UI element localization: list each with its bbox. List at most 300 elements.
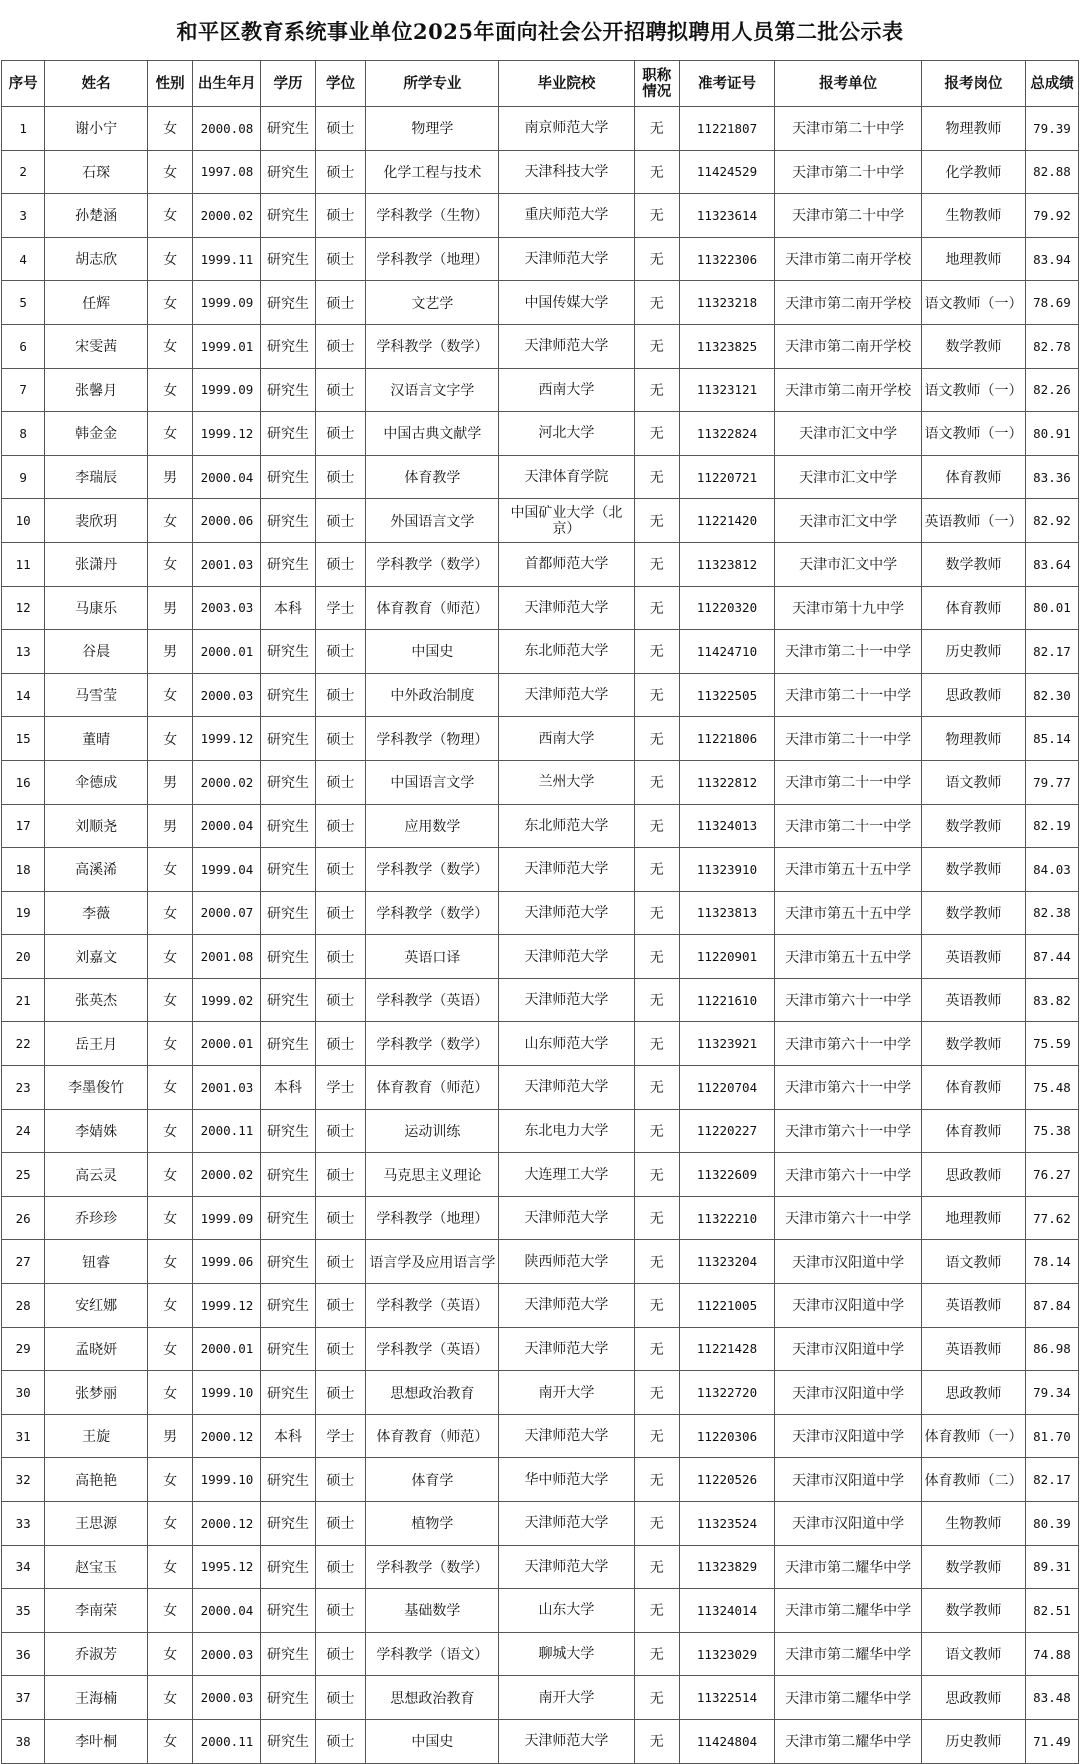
col-index-cell: 27 <box>2 1240 45 1284</box>
col-school-cell: 天津科技大学 <box>499 150 634 194</box>
table-row <box>2 1240 1079 1284</box>
col-major-cell: 学科教学（数学） <box>366 891 499 935</box>
col-position-cell: 数学教师 <box>922 848 1026 892</box>
col-score-cell: 82.17 <box>1025 630 1078 674</box>
col-index-cell: 25 <box>2 1153 45 1197</box>
col-birth-cell: 2000.01 <box>193 630 261 674</box>
col-school-cell: 天津师范大学 <box>499 978 634 1022</box>
col-degree-cell: 硕士 <box>315 673 366 717</box>
col-school-cell: 西南大学 <box>499 368 634 412</box>
col-degree-cell: 硕士 <box>315 978 366 1022</box>
col-birth-cell: 2000.03 <box>193 1632 261 1676</box>
col-title-cell: 无 <box>634 717 679 761</box>
col-title-cell: 无 <box>634 1022 679 1066</box>
col-unit-cell: 天津市汇文中学 <box>775 455 922 499</box>
col-major-cell: 学科教学（英语） <box>366 1284 499 1328</box>
col-title-cell: 无 <box>634 1371 679 1415</box>
col-score-cell: 74.88 <box>1025 1632 1078 1676</box>
col-name-cell: 马康乐 <box>45 586 148 630</box>
col-degree-cell: 硕士 <box>315 1676 366 1720</box>
col-education-cell: 研究生 <box>261 281 315 325</box>
col-major-cell: 体育教育（师范） <box>366 1414 499 1458</box>
col-score-cell: 82.19 <box>1025 804 1078 848</box>
col-major-cell: 应用数学 <box>366 804 499 848</box>
col-gender-cell: 女 <box>147 150 192 194</box>
col-position-cell: 生物教师 <box>922 194 1026 238</box>
col-score-cell: 84.03 <box>1025 848 1078 892</box>
col-degree-cell: 硕士 <box>315 150 366 194</box>
col-position-cell: 语文教师（一） <box>922 281 1026 325</box>
col-gender-cell: 女 <box>147 324 192 368</box>
table-row <box>2 107 1079 151</box>
col-major-cell: 体育教育（师范） <box>366 1066 499 1110</box>
col-score-cell: 71.49 <box>1025 1719 1078 1763</box>
col-exam-id-cell: 11322514 <box>679 1676 774 1720</box>
col-unit-cell: 天津市第六十一中学 <box>775 1109 922 1153</box>
col-education-cell: 研究生 <box>261 848 315 892</box>
col-unit-cell: 天津市第五十五中学 <box>775 848 922 892</box>
col-gender-cell: 女 <box>147 978 192 1022</box>
col-school-cell: 天津师范大学 <box>499 1719 634 1763</box>
col-degree-cell: 学士 <box>315 1066 366 1110</box>
col-title-cell: 无 <box>634 760 679 804</box>
col-exam-id-cell: 11323204 <box>679 1240 774 1284</box>
col-major-cell: 学科教学（物理） <box>366 717 499 761</box>
table-row <box>2 1632 1079 1676</box>
col-title-cell: 无 <box>634 804 679 848</box>
col-gender-cell: 女 <box>147 237 192 281</box>
col-major-cell: 学科教学（生物） <box>366 194 499 238</box>
col-index-cell: 33 <box>2 1502 45 1546</box>
recruitment-table <box>1 60 1079 1764</box>
col-score-cell: 82.78 <box>1025 324 1078 368</box>
col-title-cell: 无 <box>634 499 679 543</box>
col-position-cell: 语文教师 <box>922 760 1026 804</box>
col-unit-cell: 天津市第二十一中学 <box>775 717 922 761</box>
col-education-cell: 研究生 <box>261 368 315 412</box>
table-row <box>2 1196 1079 1240</box>
col-exam-id-cell: 11221428 <box>679 1327 774 1371</box>
col-name-cell: 张梦丽 <box>45 1371 148 1415</box>
col-school-header: 毕业院校 <box>499 61 634 107</box>
table-row <box>2 1153 1079 1197</box>
col-score-cell: 82.92 <box>1025 499 1078 543</box>
col-score-cell: 81.70 <box>1025 1414 1078 1458</box>
col-major-cell: 运动训练 <box>366 1109 499 1153</box>
col-unit-cell: 天津市汇文中学 <box>775 412 922 456</box>
table-row <box>2 455 1079 499</box>
col-position-cell: 思政教师 <box>922 673 1026 717</box>
col-index-cell: 15 <box>2 717 45 761</box>
col-degree-header: 学位 <box>315 61 366 107</box>
col-score-cell: 87.44 <box>1025 935 1078 979</box>
col-position-cell: 语文教师 <box>922 1632 1026 1676</box>
col-degree-cell: 硕士 <box>315 1284 366 1328</box>
col-title-cell: 无 <box>634 237 679 281</box>
col-major-cell: 学科教学（地理） <box>366 1196 499 1240</box>
col-major-cell: 化学工程与技术 <box>366 150 499 194</box>
col-education-cell: 研究生 <box>261 1327 315 1371</box>
col-birth-cell: 2001.03 <box>193 1066 261 1110</box>
col-name-cell: 高云灵 <box>45 1153 148 1197</box>
col-exam-id-cell: 11424804 <box>679 1719 774 1763</box>
col-index-cell: 38 <box>2 1719 45 1763</box>
col-gender-cell: 女 <box>147 1676 192 1720</box>
col-position-cell: 数学教师 <box>922 1589 1026 1633</box>
col-school-cell: 陕西师范大学 <box>499 1240 634 1284</box>
col-unit-cell: 天津市第二十中学 <box>775 150 922 194</box>
col-position-cell: 地理教师 <box>922 237 1026 281</box>
col-index-cell: 16 <box>2 760 45 804</box>
col-position-cell: 体育教师 <box>922 586 1026 630</box>
col-degree-cell: 硕士 <box>315 455 366 499</box>
col-birth-cell: 2000.01 <box>193 1327 261 1371</box>
col-degree-cell: 硕士 <box>315 412 366 456</box>
col-score-cell: 82.38 <box>1025 891 1078 935</box>
table-row <box>2 412 1079 456</box>
page-title: 和平区教育系统事业单位2025年面向社会公开招聘拟聘用人员第二批公示表 <box>176 19 904 44</box>
col-title-cell: 无 <box>634 1196 679 1240</box>
col-index-cell: 1 <box>2 107 45 151</box>
col-degree-cell: 硕士 <box>315 324 366 368</box>
col-title-cell: 无 <box>634 1502 679 1546</box>
col-degree-cell: 硕士 <box>315 891 366 935</box>
col-name-cell: 王旋 <box>45 1414 148 1458</box>
col-index-cell: 37 <box>2 1676 45 1720</box>
col-education-cell: 研究生 <box>261 150 315 194</box>
col-gender-cell: 女 <box>147 1153 192 1197</box>
table-row <box>2 891 1079 935</box>
col-score-cell: 85.14 <box>1025 717 1078 761</box>
table-row <box>2 1109 1079 1153</box>
col-education-cell: 研究生 <box>261 1502 315 1546</box>
col-position-cell: 体育教师（二） <box>922 1458 1026 1502</box>
col-name-cell: 胡志欣 <box>45 237 148 281</box>
col-name-cell: 谷晨 <box>45 630 148 674</box>
col-school-cell: 大连理工大学 <box>499 1153 634 1197</box>
col-school-cell: 天津师范大学 <box>499 673 634 717</box>
col-gender-cell: 女 <box>147 412 192 456</box>
col-index-cell: 36 <box>2 1632 45 1676</box>
table-row <box>2 1458 1079 1502</box>
col-major-cell: 英语口译 <box>366 935 499 979</box>
col-unit-cell: 天津市第六十一中学 <box>775 1066 922 1110</box>
col-degree-cell: 硕士 <box>315 1371 366 1415</box>
col-school-cell: 天津师范大学 <box>499 324 634 368</box>
table-row <box>2 542 1079 586</box>
col-unit-cell: 天津市第二南开学校 <box>775 368 922 412</box>
col-major-cell: 植物学 <box>366 1502 499 1546</box>
col-score-cell: 75.48 <box>1025 1066 1078 1110</box>
col-name-header: 姓名 <box>45 61 148 107</box>
col-name-cell: 李瑞辰 <box>45 455 148 499</box>
col-title-cell: 无 <box>634 281 679 325</box>
col-name-cell: 韩金金 <box>45 412 148 456</box>
col-title-cell: 无 <box>634 194 679 238</box>
col-birth-cell: 1999.12 <box>193 1284 261 1328</box>
col-name-cell: 孟晓妍 <box>45 1327 148 1371</box>
header-row <box>2 61 1079 107</box>
col-position-cell: 语文教师 <box>922 1240 1026 1284</box>
col-school-cell: 南开大学 <box>499 1371 634 1415</box>
col-gender-cell: 女 <box>147 1458 192 1502</box>
col-school-cell: 山东大学 <box>499 1589 634 1633</box>
col-school-cell: 天津师范大学 <box>499 1414 634 1458</box>
col-score-header: 总成绩 <box>1025 61 1078 107</box>
col-degree-cell: 硕士 <box>315 630 366 674</box>
col-position-cell: 生物教师 <box>922 1502 1026 1546</box>
table-row <box>2 368 1079 412</box>
col-birth-cell: 2000.12 <box>193 1414 261 1458</box>
col-education-header: 学历 <box>261 61 315 107</box>
col-name-cell: 钮睿 <box>45 1240 148 1284</box>
col-score-cell: 82.30 <box>1025 673 1078 717</box>
col-name-cell: 董晴 <box>45 717 148 761</box>
col-unit-cell: 天津市第六十一中学 <box>775 1153 922 1197</box>
table-row <box>2 717 1079 761</box>
col-position-cell: 数学教师 <box>922 1545 1026 1589</box>
col-birth-cell: 2000.04 <box>193 455 261 499</box>
col-school-cell: 中国矿业大学（北京） <box>499 499 634 543</box>
col-birth-cell: 1997.08 <box>193 150 261 194</box>
col-title-cell: 无 <box>634 935 679 979</box>
col-gender-cell: 女 <box>147 1284 192 1328</box>
col-education-cell: 研究生 <box>261 1196 315 1240</box>
col-title-cell: 无 <box>634 1327 679 1371</box>
col-education-cell: 研究生 <box>261 1284 315 1328</box>
col-birth-cell: 1999.12 <box>193 717 261 761</box>
col-exam-id-cell: 11322306 <box>679 237 774 281</box>
col-gender-cell: 女 <box>147 848 192 892</box>
col-score-cell: 83.36 <box>1025 455 1078 499</box>
col-name-cell: 伞德成 <box>45 760 148 804</box>
col-index-cell: 2 <box>2 150 45 194</box>
col-position-cell: 地理教师 <box>922 1196 1026 1240</box>
col-birth-header: 出生年月 <box>193 61 261 107</box>
col-major-cell: 中外政治制度 <box>366 673 499 717</box>
table-row <box>2 630 1079 674</box>
col-unit-cell: 天津市第二耀华中学 <box>775 1589 922 1633</box>
col-exam-id-cell: 11220320 <box>679 586 774 630</box>
col-position-cell: 语文教师（一） <box>922 368 1026 412</box>
col-title-cell: 无 <box>634 1589 679 1633</box>
col-title-cell: 无 <box>634 455 679 499</box>
col-index-cell: 19 <box>2 891 45 935</box>
table-row <box>2 1589 1079 1633</box>
col-birth-cell: 1999.09 <box>193 281 261 325</box>
col-birth-cell: 1999.10 <box>193 1458 261 1502</box>
col-degree-cell: 硕士 <box>315 1545 366 1589</box>
col-school-cell: 天津师范大学 <box>499 848 634 892</box>
col-score-cell: 79.77 <box>1025 760 1078 804</box>
col-education-cell: 研究生 <box>261 760 315 804</box>
col-unit-cell: 天津市第二十一中学 <box>775 673 922 717</box>
col-index-cell: 32 <box>2 1458 45 1502</box>
col-name-cell: 谢小宁 <box>45 107 148 151</box>
col-gender-cell: 女 <box>147 1632 192 1676</box>
col-index-cell: 24 <box>2 1109 45 1153</box>
col-major-cell: 学科教学（语文） <box>366 1632 499 1676</box>
col-index-cell: 17 <box>2 804 45 848</box>
col-birth-cell: 1999.01 <box>193 324 261 368</box>
col-unit-cell: 天津市汇文中学 <box>775 499 922 543</box>
col-position-cell: 体育教师 <box>922 455 1026 499</box>
col-birth-cell: 2000.08 <box>193 107 261 151</box>
col-index-cell: 34 <box>2 1545 45 1589</box>
col-title-cell: 无 <box>634 1109 679 1153</box>
col-score-cell: 82.17 <box>1025 1458 1078 1502</box>
col-birth-cell: 2000.12 <box>193 1502 261 1546</box>
col-position-cell: 数学教师 <box>922 1022 1026 1066</box>
col-degree-cell: 硕士 <box>315 1632 366 1676</box>
col-score-cell: 83.64 <box>1025 542 1078 586</box>
col-gender-cell: 女 <box>147 1066 192 1110</box>
col-unit-cell: 天津市汉阳道中学 <box>775 1327 922 1371</box>
col-major-cell: 思想政治教育 <box>366 1371 499 1415</box>
col-name-cell: 宋雯茜 <box>45 324 148 368</box>
col-unit-cell: 天津市汉阳道中学 <box>775 1284 922 1328</box>
col-index-cell: 18 <box>2 848 45 892</box>
col-birth-cell: 1999.09 <box>193 1196 261 1240</box>
col-exam-id-cell: 11322210 <box>679 1196 774 1240</box>
table-row <box>2 804 1079 848</box>
col-school-cell: 天津师范大学 <box>499 1066 634 1110</box>
col-exam-id-cell: 11220901 <box>679 935 774 979</box>
col-education-cell: 研究生 <box>261 891 315 935</box>
col-title-header: 职称情况 <box>634 61 679 107</box>
col-gender-cell: 男 <box>147 455 192 499</box>
col-position-cell: 语文教师（一） <box>922 412 1026 456</box>
table-row <box>2 978 1079 1022</box>
col-index-cell: 9 <box>2 455 45 499</box>
col-education-cell: 研究生 <box>261 1153 315 1197</box>
col-title-cell: 无 <box>634 630 679 674</box>
col-title-cell: 无 <box>634 978 679 1022</box>
col-major-cell: 中国史 <box>366 1719 499 1763</box>
table-row <box>2 237 1079 281</box>
col-birth-cell: 2000.02 <box>193 194 261 238</box>
col-birth-cell: 2001.03 <box>193 542 261 586</box>
col-major-cell: 外国语言文学 <box>366 499 499 543</box>
col-position-cell: 历史教师 <box>922 1719 1026 1763</box>
col-major-cell: 学科教学（数学） <box>366 1545 499 1589</box>
col-index-cell: 4 <box>2 237 45 281</box>
col-title-cell: 无 <box>634 586 679 630</box>
col-school-cell: 天津师范大学 <box>499 1327 634 1371</box>
col-degree-cell: 硕士 <box>315 499 366 543</box>
col-unit-cell: 天津市第二南开学校 <box>775 281 922 325</box>
col-education-cell: 研究生 <box>261 1676 315 1720</box>
col-unit-cell: 天津市第二耀华中学 <box>775 1545 922 1589</box>
col-position-cell: 思政教师 <box>922 1371 1026 1415</box>
col-score-cell: 75.38 <box>1025 1109 1078 1153</box>
col-school-cell: 天津师范大学 <box>499 1545 634 1589</box>
col-school-cell: 天津师范大学 <box>499 1502 634 1546</box>
col-gender-cell: 男 <box>147 1414 192 1458</box>
col-degree-cell: 硕士 <box>315 760 366 804</box>
table-row <box>2 281 1079 325</box>
col-position-cell: 体育教师 <box>922 1066 1026 1110</box>
col-title-cell: 无 <box>634 412 679 456</box>
col-exam-id-cell: 11323218 <box>679 281 774 325</box>
col-title-cell: 无 <box>634 1153 679 1197</box>
col-education-cell: 研究生 <box>261 935 315 979</box>
col-school-cell: 天津师范大学 <box>499 935 634 979</box>
col-school-cell: 兰州大学 <box>499 760 634 804</box>
col-position-cell: 体育教师 <box>922 1109 1026 1153</box>
table-header <box>2 61 1079 107</box>
col-index-cell: 28 <box>2 1284 45 1328</box>
col-position-cell: 化学教师 <box>922 150 1026 194</box>
table-row <box>2 760 1079 804</box>
col-exam-id-cell: 11323524 <box>679 1502 774 1546</box>
col-birth-cell: 1995.12 <box>193 1545 261 1589</box>
col-name-cell: 任辉 <box>45 281 148 325</box>
col-index-cell: 22 <box>2 1022 45 1066</box>
table-row <box>2 586 1079 630</box>
col-exam-id-cell: 11221005 <box>679 1284 774 1328</box>
col-title-cell: 无 <box>634 1632 679 1676</box>
col-degree-cell: 硕士 <box>315 1719 366 1763</box>
col-education-cell: 研究生 <box>261 717 315 761</box>
table-row <box>2 1022 1079 1066</box>
col-school-cell: 东北师范大学 <box>499 804 634 848</box>
col-score-cell: 78.69 <box>1025 281 1078 325</box>
table-row <box>2 1676 1079 1720</box>
col-score-cell: 89.31 <box>1025 1545 1078 1589</box>
col-position-header: 报考岗位 <box>922 61 1026 107</box>
table-row <box>2 1284 1079 1328</box>
col-major-cell: 物理学 <box>366 107 499 151</box>
col-exam-id-cell: 11323029 <box>679 1632 774 1676</box>
col-position-cell: 数学教师 <box>922 804 1026 848</box>
col-gender-cell: 男 <box>147 760 192 804</box>
col-gender-cell: 男 <box>147 804 192 848</box>
col-gender-cell: 女 <box>147 1240 192 1284</box>
col-exam-id-header: 准考证号 <box>679 61 774 107</box>
col-education-cell: 研究生 <box>261 1589 315 1633</box>
col-gender-cell: 女 <box>147 1719 192 1763</box>
col-education-cell: 研究生 <box>261 194 315 238</box>
col-title-cell: 无 <box>634 1545 679 1589</box>
col-gender-cell: 女 <box>147 107 192 151</box>
col-index-cell: 30 <box>2 1371 45 1415</box>
table-row <box>2 1719 1079 1763</box>
col-exam-id-cell: 11322609 <box>679 1153 774 1197</box>
col-major-cell: 中国史 <box>366 630 499 674</box>
col-index-cell: 13 <box>2 630 45 674</box>
col-degree-cell: 硕士 <box>315 1327 366 1371</box>
col-school-cell: 南开大学 <box>499 1676 634 1720</box>
col-school-cell: 华中师范大学 <box>499 1458 634 1502</box>
col-position-cell: 体育教师（一） <box>922 1414 1026 1458</box>
col-position-cell: 数学教师 <box>922 324 1026 368</box>
col-gender-cell: 女 <box>147 542 192 586</box>
col-gender-cell: 女 <box>147 281 192 325</box>
col-score-cell: 79.39 <box>1025 107 1078 151</box>
col-name-cell: 王思源 <box>45 1502 148 1546</box>
col-unit-cell: 天津市第六十一中学 <box>775 1022 922 1066</box>
col-index-cell: 26 <box>2 1196 45 1240</box>
col-degree-cell: 硕士 <box>315 107 366 151</box>
col-score-cell: 79.34 <box>1025 1371 1078 1415</box>
col-title-cell: 无 <box>634 542 679 586</box>
col-major-cell: 学科教学（数学） <box>366 542 499 586</box>
col-score-cell: 87.84 <box>1025 1284 1078 1328</box>
col-index-cell: 12 <box>2 586 45 630</box>
col-position-cell: 数学教师 <box>922 542 1026 586</box>
col-birth-cell: 2000.04 <box>193 1589 261 1633</box>
